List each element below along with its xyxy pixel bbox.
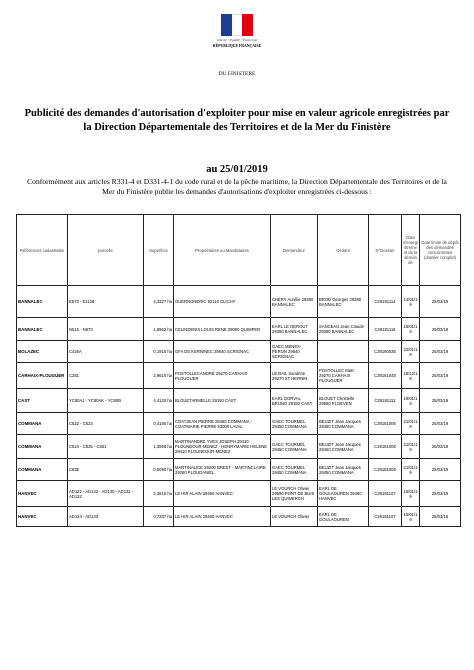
cell-commune: HANVEC — [17, 507, 68, 527]
table-row — [17, 318, 461, 341]
table-row — [17, 389, 461, 413]
cell-cedant: EARL DE GOULAOUREN 29460 HANVEC — [318, 481, 369, 507]
marianne-logo — [210, 14, 264, 66]
cell-date-limite: 25/03/19 — [420, 459, 461, 481]
cell-parcelle: YC80AJ - YC80AK - YC80B — [68, 389, 144, 413]
cell-parcelle: C835 — [68, 459, 144, 481]
cell-dossier: C29190035 — [369, 341, 402, 363]
cell-dossier: C29181048 — [369, 363, 402, 389]
cell-surface: 0,1910 ha — [144, 341, 174, 363]
header-cedant: Cédant — [318, 215, 369, 286]
cell-commune: CARHAIX-PLOUGUER — [17, 363, 68, 389]
cell-date-enreg: 15/01/19 — [402, 507, 420, 527]
table-header-row — [17, 215, 461, 286]
header-demandeur: Demandeur — [271, 215, 318, 286]
cell-dossier: C29181107 — [369, 507, 402, 527]
cell-surface: 1,8962 ha — [144, 318, 174, 341]
cell-proprietaires: CELINDENIS LOUIS RENE 29000 QUIMPER — [174, 318, 271, 341]
cell-demandeur: LE BAIL Sandrine 29270 ST HERNIN — [271, 363, 318, 389]
cell-dossier: C29181112 — [369, 389, 402, 413]
cell-date-enreg: 15/01/19 — [402, 481, 420, 507]
cell-cedant: EARL DE GOULAOUREN — [318, 507, 369, 527]
cell-date-enreg: 22/01/19 — [402, 341, 420, 363]
table-row — [17, 363, 461, 389]
header-commune: Références cadastrales — [17, 215, 68, 286]
cell-proprietaires: MARTINANDRE YVES JOSEPH 29410 PLOUNEOUR-MENEZ - HENRYMARIE HELENE 29410 PLOUNEOUR-MENEZ — [174, 435, 271, 459]
cell-parcelle: AD122 - AD123 - AD130 - AD131 - AD132 — [68, 481, 144, 507]
cell-demandeur: EARL DORVAL BRUNO 29150 CAST — [271, 389, 318, 413]
cell-date-limite: 25/03/19 — [420, 507, 461, 527]
french-flag-icon — [221, 14, 253, 36]
cell-date-enreg: 21/01/19 — [402, 413, 420, 435]
header-date-enregistrement: Date d'enregistrement de la demande — [402, 215, 420, 286]
cell-date-limite: 25/03/19 — [420, 435, 461, 459]
cell-surface: 1,3568 ha — [144, 435, 174, 459]
cell-date-enreg: 16/01/19 — [402, 318, 420, 341]
cell-dossier: C29181006 — [369, 435, 402, 459]
cell-date-enreg: 19/01/19 — [402, 389, 420, 413]
department-name: DU FINISTERE — [218, 71, 256, 77]
logo-motto: Liberté • Égalité • Fraternité — [216, 38, 258, 42]
cell-proprietaires: LE HIR ALAIN 29460 HANVEC — [174, 481, 271, 507]
cell-demandeur: GAEC TOURMEL 29450 COMMANA — [271, 435, 318, 459]
cell-commune: BOLAZEC — [17, 341, 68, 363]
requests-table — [16, 214, 461, 527]
cell-parcelle: N515 - N673 — [68, 318, 144, 341]
cell-demandeur: LE VOURCH Olivier — [271, 507, 318, 527]
header-date-limite: Date limite de dépôt des demandes concurrentes (dossier complet) — [420, 215, 461, 286]
cell-surface: 4,3227 ha — [144, 286, 174, 318]
table-row — [17, 413, 461, 435]
cell-dossier: C29181116 — [369, 318, 402, 341]
cell-proprietaires: LE HIR ALAIN 29460 HANVEC — [174, 507, 271, 527]
cell-surface: 0,7287 ha — [144, 507, 174, 527]
cell-commune: HANVEC — [17, 481, 68, 507]
cell-commune: COMMANA — [17, 413, 68, 435]
cell-cedant: POSTOLLEC Marc 29270 CARHAIX PLOUGUER — [318, 363, 369, 389]
cell-proprietaires: BLOUETARMELLE 29150 CAST — [174, 389, 271, 413]
cell-cedant: BEUZIT Jean Jacques 29450 COMMANA — [318, 435, 369, 459]
cell-dossier: C29181006 — [369, 413, 402, 435]
table-row — [17, 459, 461, 481]
publication-date: au 25/01/2019 — [206, 164, 268, 175]
table-row — [17, 286, 461, 318]
cell-proprietaires: MARTINALICE 29200 BREST - MARTINCLAIRE 29260 PLOUDANIEL — [174, 459, 271, 481]
cell-parcelle: C522 - C523 — [68, 413, 144, 435]
cell-demandeur: EARL LE DEROUT 29380 BANNALEC — [271, 318, 318, 341]
cell-cedant: BEUZIT Jean Jacques 29450 COMMANA — [318, 459, 369, 481]
cell-dossier: C29181006 — [369, 459, 402, 481]
table-row — [17, 481, 461, 507]
cell-demandeur: LE VOURCH Olivier 29590 PONT DE BUIS LES QUIMERCH — [271, 481, 318, 507]
cell-parcelle: C524 - C525 - C551 — [68, 435, 144, 459]
cell-date-limite: 25/03/19 — [420, 389, 461, 413]
page-title: Publicité des demandes d'autorisation d'exploiter pour mise en valeur agricole enregistrées par la Direction Départementale des Territoires et de la Mer du Finistère — [24, 108, 450, 133]
cell-dossier: C29181107 — [369, 481, 402, 507]
cell-cedant: BLOUET Christelle 29560 PLOEVEN — [318, 389, 369, 413]
cell-parcelle: C281 — [68, 363, 144, 389]
cell-date-enreg: 14/01/19 — [402, 286, 420, 318]
cell-demandeur: GAEC TOURMEL 29450 COMMANA — [271, 413, 318, 435]
cell-commune: BANNALEC — [17, 286, 68, 318]
cell-surface: 2,9610 ha — [144, 363, 174, 389]
cell-parcelle: C426A — [68, 341, 144, 363]
cell-cedant — [318, 341, 369, 363]
cell-parcelle: E573 - E1136 — [68, 286, 144, 318]
cell-cedant: SANCEAU Jean Claude 29380 BANNALEC — [318, 318, 369, 341]
header-proprietaires: Propriétaires ou Mandataires — [174, 215, 271, 286]
cell-date-enreg: 18/12/18 — [402, 363, 420, 389]
cell-demandeur: GAEC MENES-PERON 29640 SCRIGNAC — [271, 341, 318, 363]
cell-date-limite: 25/03/19 — [420, 318, 461, 341]
cell-date-limite: 25/03/19 — [420, 413, 461, 435]
header-surface: Superficie — [144, 215, 174, 286]
cell-date-limite: 25/03/19 — [420, 481, 461, 507]
intro-paragraph: Conformément aux articles R331-4 et D331-4-1 du code rural et de la pêche maritime, la Direction Départementale des Territoires et de la Mer du Finistère publie les demandes d'autorisations d'exploiter enregistrées ci-dessous : — [27, 177, 447, 196]
cell-dossier: C29181114 — [369, 286, 402, 318]
table-row — [17, 435, 461, 459]
cell-surface: 0,4185 ha — [144, 413, 174, 435]
cell-surface: 4,4120 ha — [144, 389, 174, 413]
header-dossier: N°Dossier — [369, 215, 402, 286]
table-row — [17, 341, 461, 363]
cell-cedant: BROD Georges 29380 BANNALEC — [318, 286, 369, 318]
cell-cedant: BEUZIT Jean Jacques 29450 COMMANA — [318, 413, 369, 435]
cell-date-enreg: 21/01/19 — [402, 459, 420, 481]
cell-demandeur: GAEC TOURMEL 29450 COMMANA — [271, 459, 318, 481]
cell-date-enreg: 21/01/19 — [402, 435, 420, 459]
cell-proprietaires: GFA DE KERNINEC 29640 SCRIGNAC — [174, 341, 271, 363]
cell-proprietaires: GUERNONERIC 92110 CLICHY — [174, 286, 271, 318]
cell-surface: 2,2815 ha — [144, 481, 174, 507]
cell-surface: 0,5090 ha — [144, 459, 174, 481]
cell-commune: COMMANA — [17, 459, 68, 481]
cell-demandeur: CHERY Aurélie 29380 BANNALEC — [271, 286, 318, 318]
cell-commune: COMMANA — [17, 435, 68, 459]
cell-commune: BANNALEC — [17, 318, 68, 341]
cell-proprietaires: COATJEAN PIERRE 29450 COMMANA - COATMARIE PIERRE 53000 LAVAL — [174, 413, 271, 435]
logo-republic: RÉPUBLIQUE FRANÇAISE — [212, 44, 262, 48]
header-parcelle: parcelle — [68, 215, 144, 286]
cell-date-limite: 25/03/19 — [420, 286, 461, 318]
cell-commune: CAST — [17, 389, 68, 413]
table-row — [17, 507, 461, 527]
cell-parcelle: AD124 - AD133 — [68, 507, 144, 527]
cell-proprietaires: POSTOLLECANDRE 29270 CARHAIX PLOUGUER — [174, 363, 271, 389]
cell-date-limite: 25/03/19 — [420, 363, 461, 389]
cell-date-limite: 25/03/19 — [420, 341, 461, 363]
